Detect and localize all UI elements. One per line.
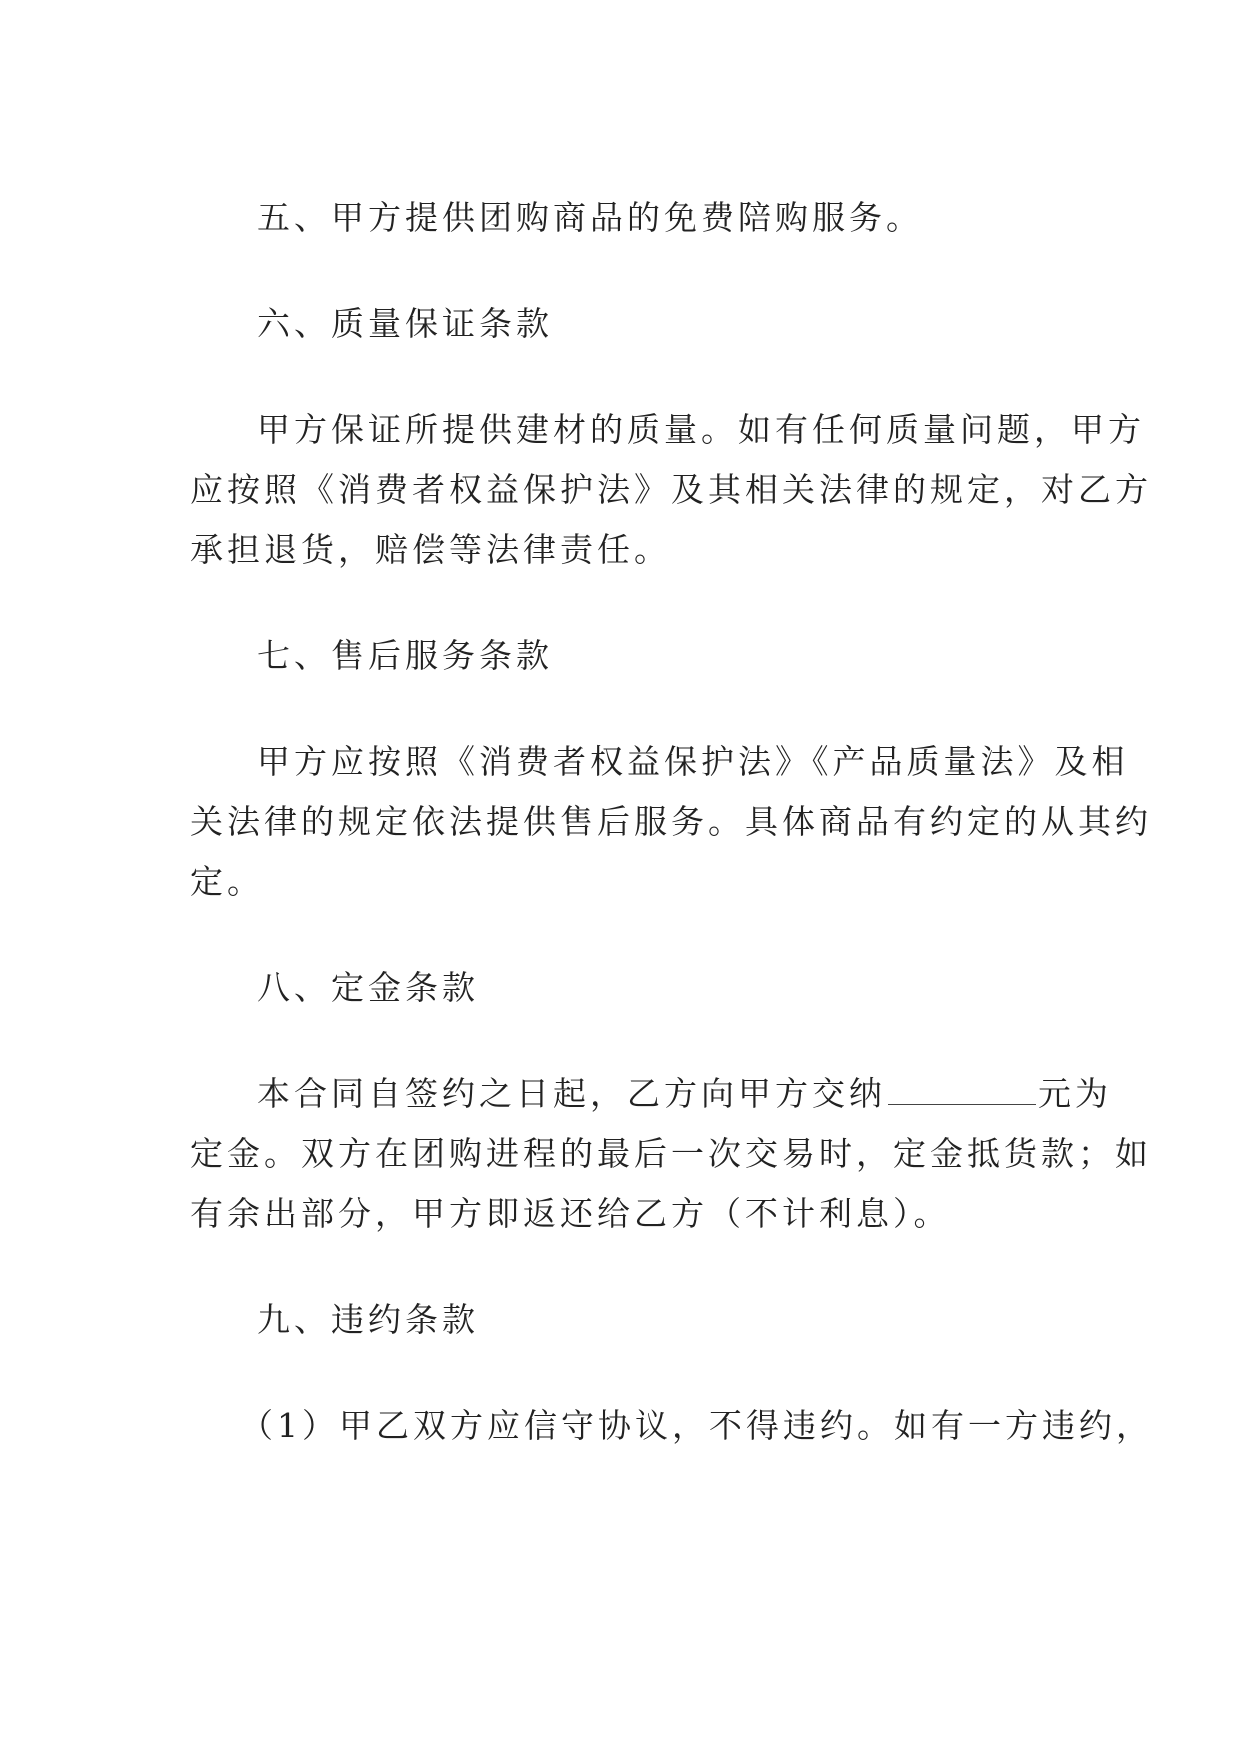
clause-7-body-line-1: 甲方应按照《消费者权益保护法》《产品质量法》及相 [257,742,1129,781]
clause-7-heading: 七、售后服务条款 [257,636,553,675]
clause-7-body-line-2: 关法律的规定依法提供售后服务。具体商品有约定的从其约 [190,802,1152,841]
clause-6-body-line-3: 承担退货，赔偿等法律责任。 [190,530,671,569]
clause-8-heading: 八、定金条款 [257,968,479,1007]
clause-8-body-line-1 [257,1064,1112,1124]
deposit-text-after: 元为 [1038,1074,1112,1113]
clause-9-item-1-line-1: （1）甲乙双方应信守协议，不得违约。如有一方违约， [240,1406,1153,1445]
clause-6-body-line-1: 甲方保证所提供建材的质量。如有任何质量问题，甲方 [257,410,1145,449]
clause-5-heading: 五、甲方提供团购商品的免费陪购服务。 [257,198,923,237]
deposit-text-before: 本合同自签约之日起，乙方向甲方交纳 [257,1074,886,1113]
deposit-amount-blank [888,1076,1036,1105]
clause-6-body-line-2: 应按照《消费者权益保护法》及其相关法律的规定，对乙方 [190,470,1152,509]
clause-8-body-line-3: 有余出部分，甲方即返还给乙方（不计利息）。 [190,1194,951,1233]
clause-6-heading: 六、质量保证条款 [257,304,553,343]
clause-9-heading: 九、违约条款 [257,1300,479,1339]
clause-8-body-line-2: 定金。双方在团购进程的最后一次交易时，定金抵货款；如 [190,1134,1152,1173]
clause-7-body-line-3: 定。 [190,862,264,901]
